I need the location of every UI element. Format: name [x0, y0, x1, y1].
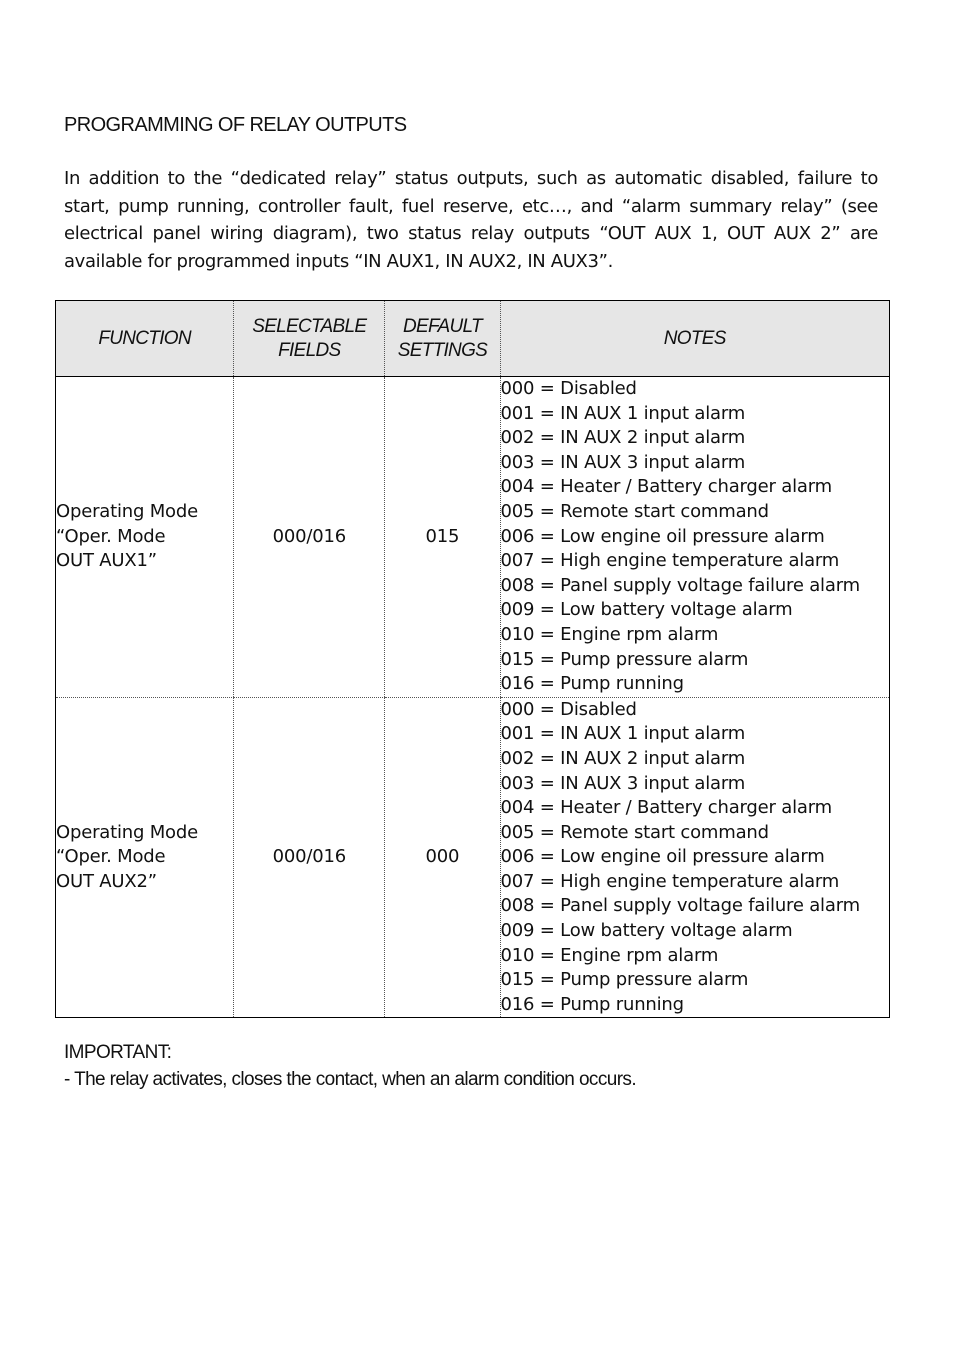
note-item: 000 = Disabled — [500, 698, 637, 720]
important-title: IMPORTANT: — [64, 1042, 172, 1063]
table-header-row — [56, 301, 890, 377]
note-item: 005 = Remote start command — [500, 821, 769, 843]
table-row — [56, 377, 890, 698]
note-item: 015 = Pump pressure alarm — [500, 648, 749, 670]
note-item: 008 = Panel supply voltage failure alarm — [500, 574, 860, 596]
selectable-cell: 000/016 — [234, 697, 385, 1018]
notes-cell — [500, 697, 890, 1018]
note-item: 006 = Low engine oil pressure alarm — [500, 525, 825, 547]
note-item: 007 = High engine temperature alarm — [500, 550, 840, 572]
note-item: 010 = Engine rpm alarm — [500, 623, 719, 645]
selectable-cell: 000/016 — [234, 377, 385, 698]
notes-cell — [500, 377, 890, 698]
note-item: 008 = Panel supply voltage failure alarm — [500, 895, 860, 917]
default-cell: 000 — [385, 697, 500, 1018]
header-default-settings: DEFAULT SETTINGS — [385, 301, 500, 377]
section-heading: PROGRAMMING OF RELAY OUTPUTS — [64, 114, 407, 136]
note-item: 007 = High engine temperature alarm — [500, 870, 840, 892]
note-item: 004 = Heater / Battery charger alarm — [500, 476, 832, 498]
header-selectable-fields: SELECTABLE FIELDS — [234, 301, 385, 377]
note-item: 016 = Pump running — [500, 993, 684, 1015]
important-text: - The relay activates, closes the contact, when an alarm condition occurs. — [64, 1069, 636, 1090]
note-item: 016 = Pump running — [500, 673, 684, 695]
note-item: 003 = IN AUX 3 input alarm — [500, 772, 746, 794]
note-item: 000 = Disabled — [500, 378, 637, 399]
relay-programming-table — [55, 300, 890, 1018]
note-item: 004 = Heater / Battery charger alarm — [500, 797, 832, 819]
note-item: 010 = Engine rpm alarm — [500, 944, 719, 966]
table-row — [56, 697, 890, 1018]
function-cell: Operating Mode “Oper. Mode OUT AUX2” — [56, 697, 234, 1018]
note-item: 009 = Low battery voltage alarm — [500, 599, 793, 621]
note-item: 002 = IN AUX 2 input alarm — [500, 427, 746, 449]
note-item: 001 = IN AUX 1 input alarm — [500, 723, 746, 745]
note-item: 015 = Pump pressure alarm — [500, 969, 749, 991]
note-item: 003 = IN AUX 3 input alarm — [500, 451, 746, 473]
note-item: 006 = Low engine oil pressure alarm — [500, 846, 825, 868]
default-cell: 015 — [385, 377, 500, 698]
note-item: 009 = Low battery voltage alarm — [500, 920, 793, 942]
header-function: FUNCTION — [56, 301, 234, 377]
note-item: 002 = IN AUX 2 input alarm — [500, 747, 746, 769]
header-notes: NOTES — [500, 301, 890, 377]
note-item: 001 = IN AUX 1 input alarm — [500, 402, 746, 424]
note-item: 005 = Remote start command — [500, 500, 769, 522]
intro-paragraph: In addition to the “dedicated relay” status outputs, such as automatic disabled, failure to start, pump running, controller fault, fuel reserve, etc…, and “alarm summary relay” (see electrical panel wiring diagram), two status relay outputs “OUT AUX 1, OUT AUX 2” are available for programmed inputs “IN AUX1, IN AUX2, IN AUX3”. — [64, 168, 878, 272]
function-cell: Operating Mode “Oper. Mode OUT AUX1” — [56, 377, 234, 698]
